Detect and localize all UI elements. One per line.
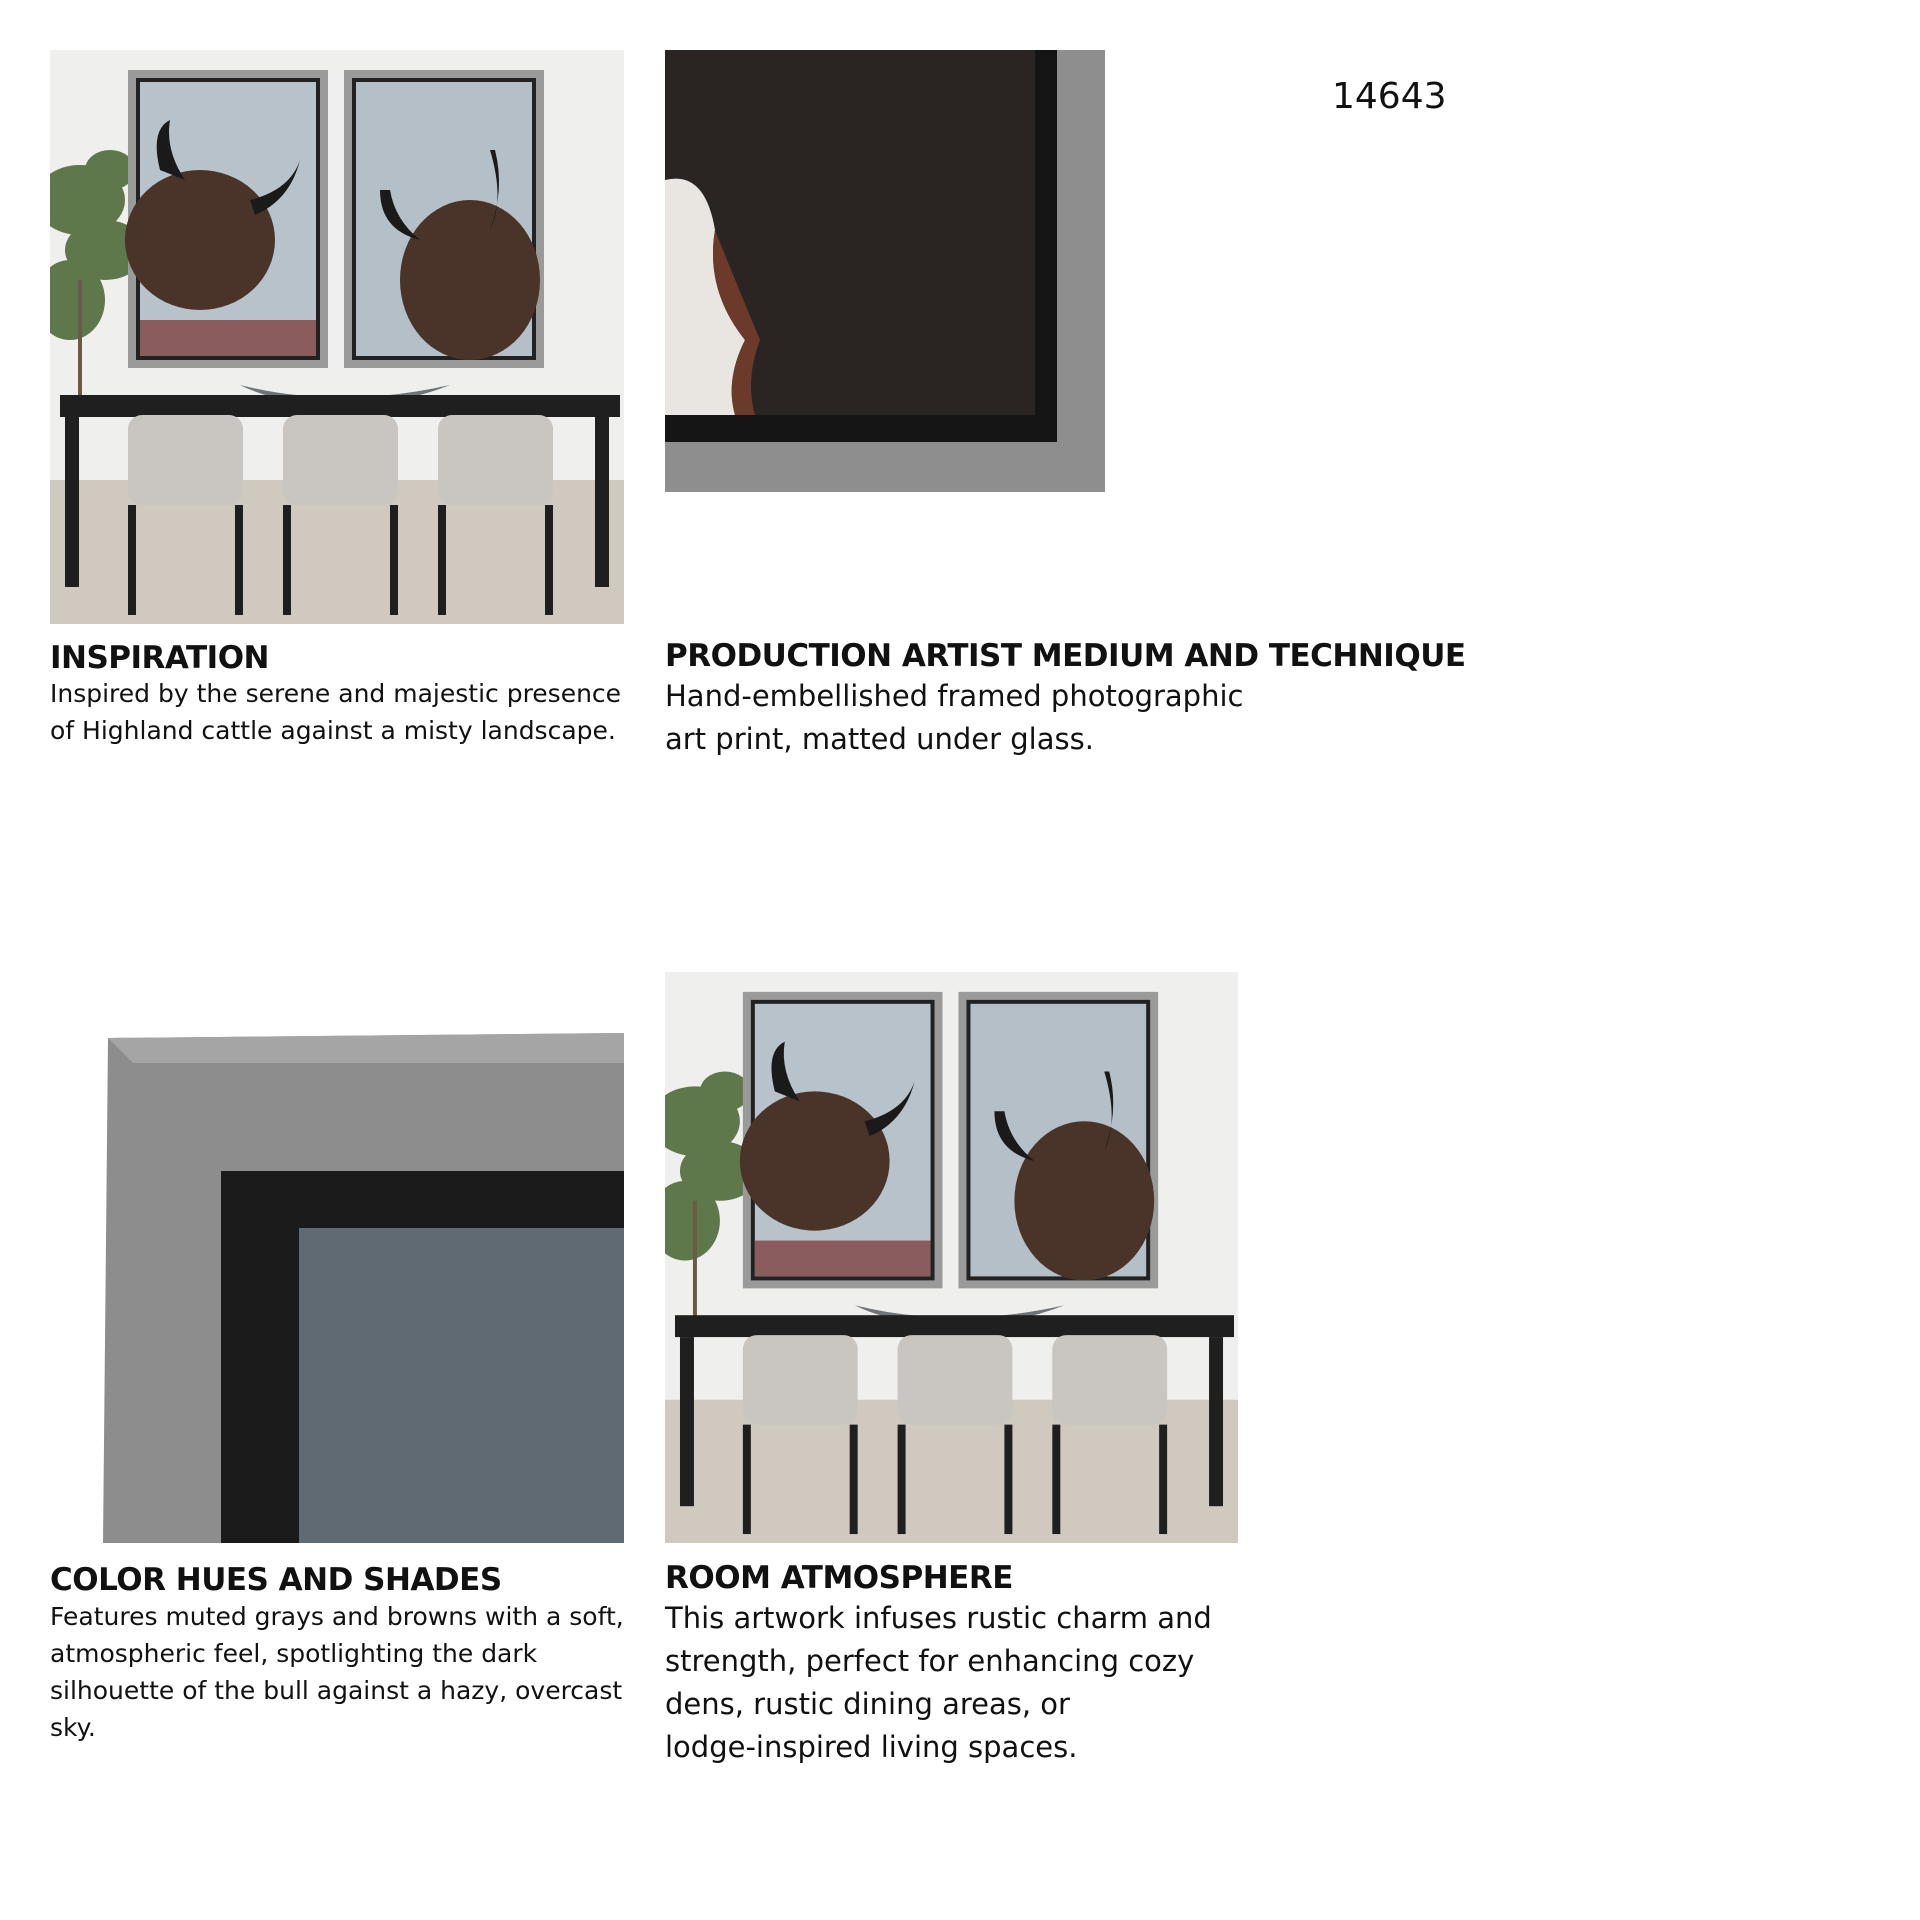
text-line: art print, matted under glass. [665, 722, 1094, 756]
text-line: strength, perfect for enhancing cozy [665, 1644, 1195, 1678]
production-heading: PRODUCTION ARTIST MEDIUM AND TECHNIQUE [665, 638, 1466, 674]
text-line: atmospheric feel, spotlighting the dark [50, 1639, 538, 1668]
text-line: This artwork infuses rustic charm and [665, 1601, 1212, 1635]
frame-corner-image [103, 1023, 624, 1543]
text-line: of Highland cattle against a misty landscape. [50, 716, 616, 745]
color-text [50, 1598, 640, 1746]
inspiration-heading: INSPIRATION [50, 640, 269, 676]
text-line: dens, rustic dining areas, or [665, 1687, 1070, 1721]
artwork-closeup-image [665, 50, 1105, 492]
room-dining-image [50, 50, 624, 624]
text-line: sky. [50, 1713, 96, 1742]
room-atmosphere-image [665, 972, 1238, 1543]
text-line: Hand-embellished framed photographic [665, 679, 1244, 713]
text-line: Features muted grays and browns with a soft, [50, 1602, 624, 1631]
inspiration-text [50, 675, 640, 749]
product-sku: 14643 [1332, 76, 1447, 117]
room-heading: ROOM ATMOSPHERE [665, 1560, 1013, 1596]
text-line: Inspired by the serene and majestic presence [50, 679, 622, 708]
color-heading: COLOR HUES AND SHADES [50, 1562, 502, 1598]
room-text [665, 1597, 1255, 1769]
text-line: lodge-inspired living spaces. [665, 1730, 1078, 1764]
production-text [665, 675, 1255, 761]
text-line: silhouette of the bull against a hazy, overcast [50, 1676, 623, 1705]
